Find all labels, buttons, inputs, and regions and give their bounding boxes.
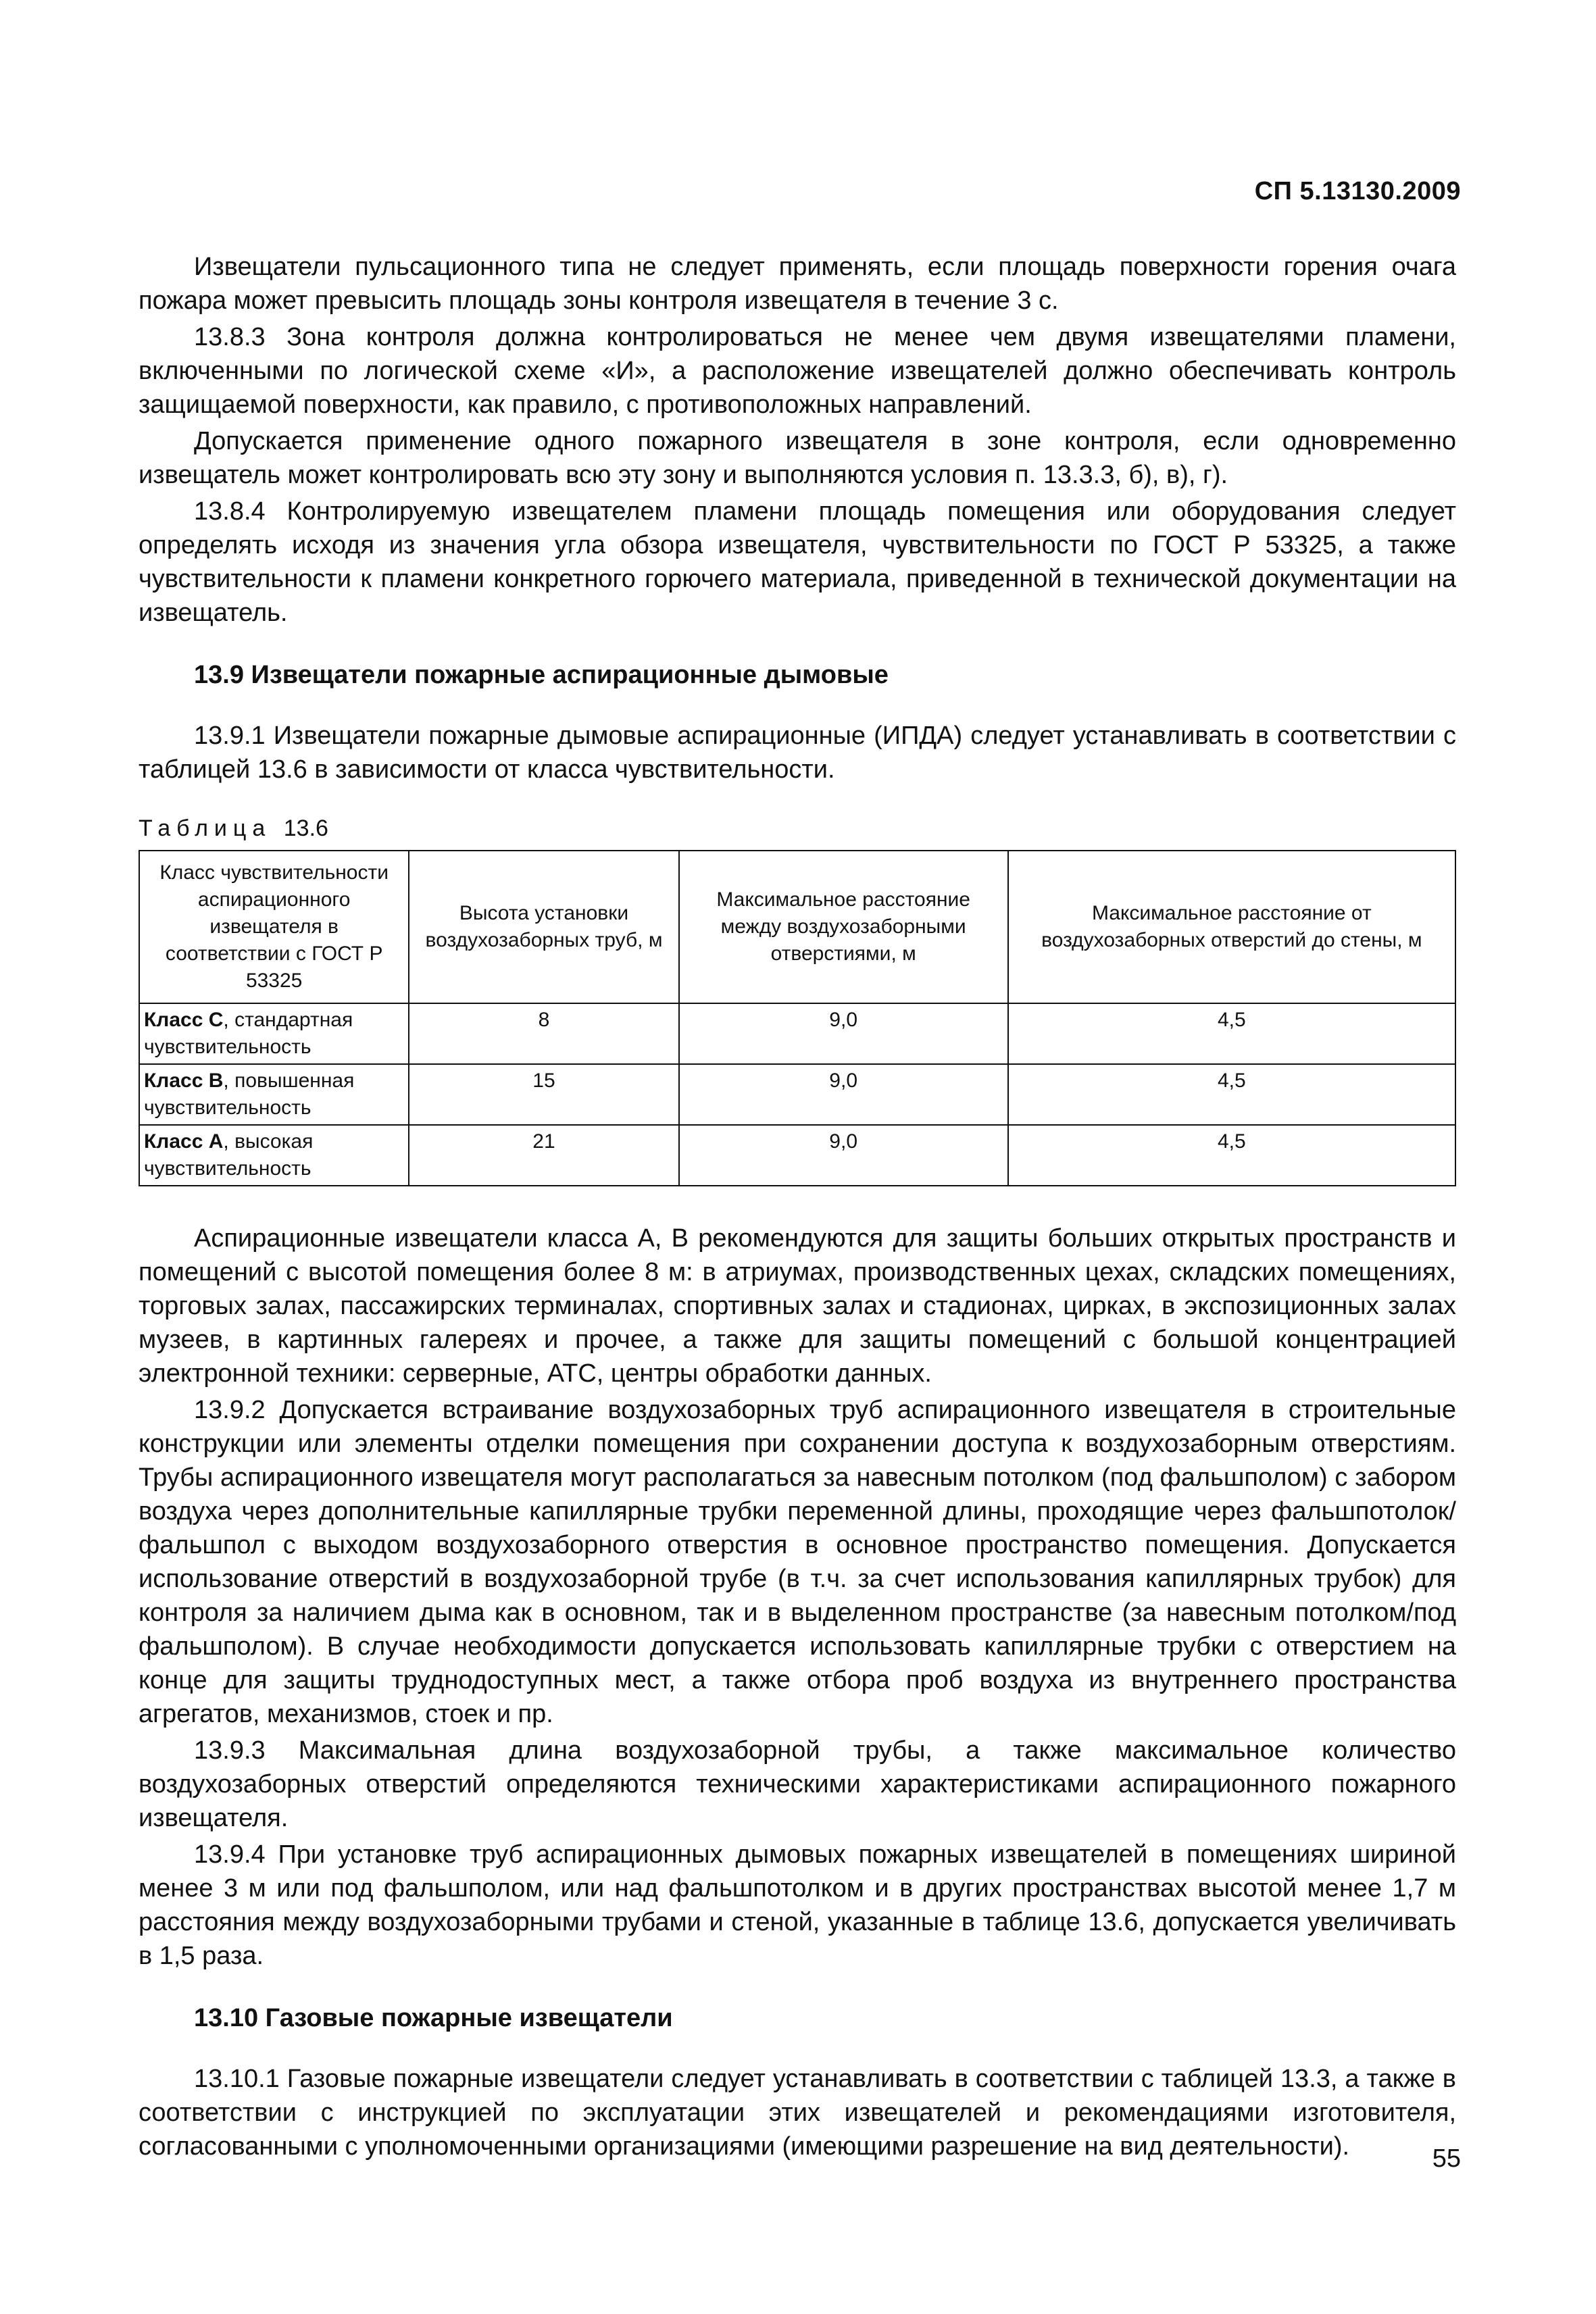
cell-distance-holes: 9,0 — [679, 1064, 1008, 1125]
paragraph-13-10-1: 13.10.1 Газовые пожарные извещатели следует устанавливать в соответствии с таблицей 13.3, а также в соответствии с инструкцией по эксплуатации этих извещателей и рекомендациями изготовителя, согласованными с уполномоченными организациями (имеющими разрешение на вид деятельности). — [139, 2065, 1456, 2161]
paragraph-pulsation: Извещатели пульсационного типа не следует применять, если площадь поверхности горения очага пожара может превысить площадь зоны контроля извещателя в течение 3 с. — [139, 253, 1456, 315]
section-heading-13-10: 13.10 Газовые пожарные извещатели — [194, 2004, 673, 2032]
class-name: Класс А — [144, 1130, 224, 1153]
table-row — [139, 1125, 1455, 1186]
cell-distance-holes: 9,0 — [679, 1125, 1008, 1186]
paragraph-13-9-2: 13.9.2 Допускается встраивание воздухозаборных труб аспирационного извещателя в строительные конструкции или элементы отделки помещения при сохранении доступа к воздухозаборным отверстиям. Трубы аспирационного извещателя могут располагаться за навесным потолком (под фальшполом) с забором воздуха через дополнительные капиллярные трубки переменной длины, проходящие через фальшпотолок/фальшпол с выходом воздухозаборного отверстия в основное пространство помещения. Допускается использование отверстий в воздухозаборной трубе (в т.ч. за счет использования капиллярных трубок) для контроля за наличием дыма как в основном, так и в выделенном пространстве (за навесным потолком/под фальшполом). В случае необходимости допускается использовать капиллярные трубки с отверстием на конце для защиты труднодоступных мест, а также отбора проб воздуха из внутреннего пространства агрегатов, механизмов, стоек и пр. — [139, 1396, 1456, 1728]
paragraph-13-9-1: 13.9.1 Извещатели пожарные дымовые аспирационные (ИПДА) следует устанавливать в соответствии с таблицей 13.6 в зависимости от класса чувствительности. — [139, 722, 1456, 784]
cell-height: 21 — [409, 1125, 678, 1186]
class-name: Класс С — [144, 1009, 224, 1031]
header-distance-wall: Максимальное расстояние от воздухозаборных отверстий до стены, м — [1008, 851, 1455, 1003]
paragraph-13-9-4: 13.9.4 При установке труб аспирационных дымовых пожарных извещателей в помещениях шириной менее 3 м или под фальшполом, или над фальшпотолком и в других пространствах высотой менее 1,7 м расстояния между воздухозаборными трубами и стеной, указанные в таблице 13.6, допускается увеличивать в 1,5 раза. — [139, 1840, 1456, 1970]
paragraph-13-9-3: 13.9.3 Максимальная длина воздухозаборной трубы, а также максимальное количество воздухозаборных отверстий определяются техническими характеристиками аспирационного пожарного извещателя. — [139, 1736, 1456, 1832]
cell-distance-holes: 9,0 — [679, 1003, 1008, 1064]
section-heading-13-9: 13.9 Извещатели пожарные аспирационные дымовые — [194, 661, 889, 689]
class-description: , стандартная чувствительность — [144, 1009, 353, 1058]
cell-distance-wall: 4,5 — [1008, 1064, 1455, 1125]
page-number: 55 — [1432, 2144, 1461, 2173]
header-distance-holes: Максимальное расстояние между воздухозаборными отверстиями, м — [679, 851, 1008, 1003]
class-description: , повышенная чувствительность — [144, 1070, 355, 1119]
cell-distance-wall: 4,5 — [1008, 1125, 1455, 1186]
paragraph-single-detector: Допускается применение одного пожарного извещателя в зоне контроля, если одновременно извещатель может контролировать всю эту зону и выполняются условия п. 13.3.3, б), в), г). — [139, 427, 1456, 489]
class-description: , высокая чувствительность — [144, 1130, 314, 1180]
table-row — [139, 1003, 1455, 1064]
paragraph-13-8-3: 13.8.3 Зона контроля должна контролироваться не менее чем двумя извещателями пламени, включенными по логической схеме «И», а расположение извещателей должно обеспечивать контроль защищаемой поверхности, как правило, с противоположных направлений. — [139, 323, 1456, 419]
table-header-row — [139, 851, 1455, 1003]
cell-class — [139, 1125, 409, 1186]
table-caption-number: 13.6 — [283, 815, 328, 841]
paragraph-aspiration-usage: Аспирационные извещатели класса А, В рекомендуются для защиты больших открытых пространств и помещений с высотой помещения более 8 м: в атриумах, производственных цехах, складских помещениях, торговых залах, пассажирских терминалах, спортивных залах и стадионах, цирках, в экспозиционных залах музеев, в картинных галереях и прочее, а также для защиты помещений с большой концентрацией электронной техники: серверные, АТС, центры обработки данных. — [139, 1224, 1456, 1388]
page-content — [139, 250, 1456, 2166]
paragraph-13-8-4: 13.8.4 Контролируемую извещателем пламени площадь помещения или оборудования следует определять исходя из значения угла обзора извещателя, чувствительности по ГОСТ Р 53325, а также чувствительности к пламени конкретного горючего материала, приведенной в технической документации на извещатель. — [139, 497, 1456, 627]
cell-distance-wall: 4,5 — [1008, 1003, 1455, 1064]
header-height: Высота установки воздухозаборных труб, м — [409, 851, 678, 1003]
class-name: Класс В — [144, 1070, 224, 1092]
table-row — [139, 1064, 1455, 1125]
sensitivity-table — [139, 850, 1456, 1186]
cell-height: 15 — [409, 1064, 678, 1125]
table-caption — [139, 813, 1456, 843]
table-caption-word: Таблица — [139, 815, 272, 841]
document-code: СП 5.13130.2009 — [1254, 177, 1461, 205]
cell-height: 8 — [409, 1003, 678, 1064]
header-class: Класс чувствительности аспирационного извещателя в соответствии с ГОСТ Р 53325 — [139, 851, 409, 1003]
cell-class — [139, 1003, 409, 1064]
cell-class — [139, 1064, 409, 1125]
